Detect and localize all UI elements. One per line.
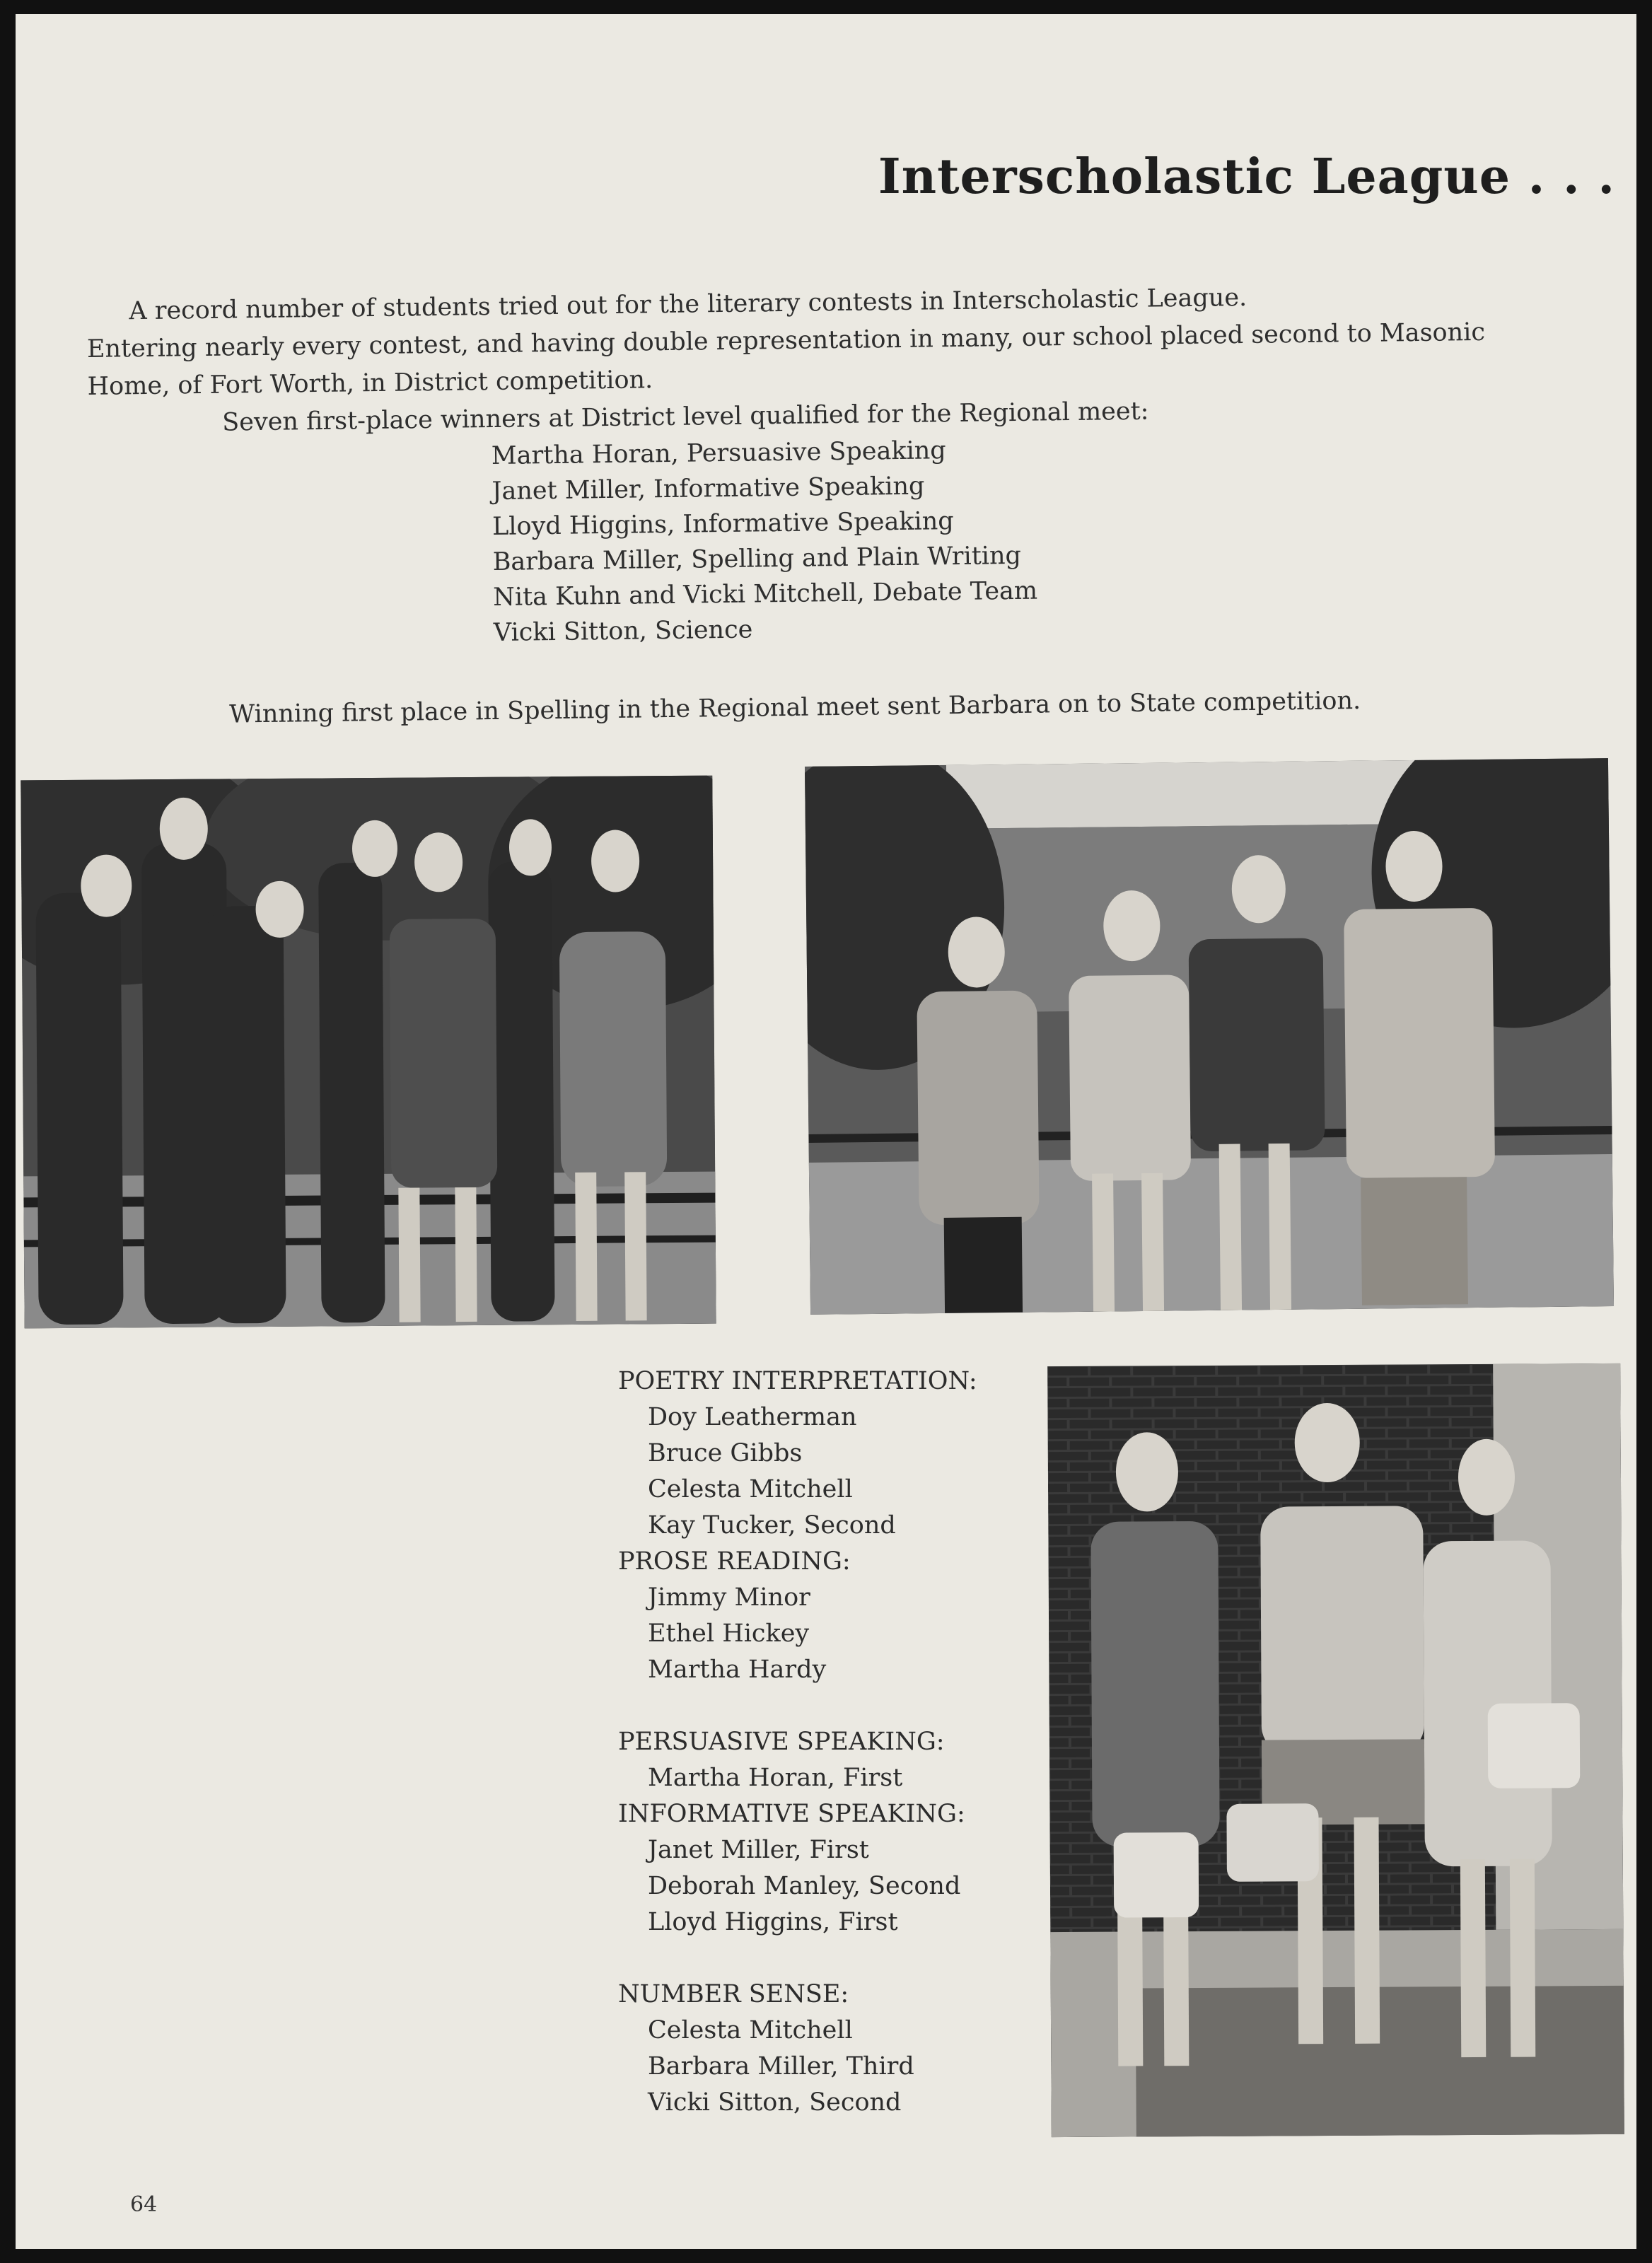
result-entry: Martha Hardy — [648, 1656, 827, 1684]
contest-results — [618, 1363, 1014, 2121]
result-entry: Ethel Hickey — [648, 1619, 810, 1648]
result-entry: Jimmy Minor — [648, 1583, 810, 1612]
intro-line: Seven first-place winners at District level qualified for the Regional meet: — [222, 397, 1149, 437]
page-title: Interscholastic League . . . — [878, 149, 1615, 205]
intro-line: A record number of students tried out for the literary contests in Interscholastic League. — [129, 283, 1247, 326]
winner-item: Nita Kuhn and Vicki Mitchell, Debate Team — [493, 576, 1038, 612]
result-entry: Deborah Manley, Second — [648, 1872, 961, 1900]
photo-three-girls-brick-wall — [1047, 1363, 1624, 2137]
winner-item: Janet Miller, Informative Speaking — [491, 472, 925, 506]
section-heading: PROSE READING: — [618, 1547, 851, 1576]
winner-item: Lloyd Higgins, Informative Speaking — [491, 507, 954, 542]
section-heading: POETRY INTERPRETATION: — [618, 1367, 977, 1395]
section-heading: INFORMATIVE SPEAKING: — [618, 1800, 965, 1828]
result-entry: Barbara Miller, Third — [648, 2052, 914, 2081]
group-photo-seven-students — [21, 776, 716, 1329]
winner-item: Vicki Sitton, Science — [493, 615, 753, 647]
result-entry: Lloyd Higgins, First — [648, 1908, 898, 1936]
result-entry: Vicki Sitton, Second — [648, 2088, 902, 2117]
yearbook-page — [16, 14, 1636, 2249]
result-entry: Kay Tucker, Second — [648, 1511, 896, 1540]
result-entry: Bruce Gibbs — [648, 1439, 803, 1467]
group-photo-four-students — [805, 758, 1614, 1315]
result-entry: Celesta Mitchell — [648, 2016, 853, 2044]
intro-line: Entering nearly every contest, and having double representation in many, our school placed second to Masonic — [86, 318, 1486, 363]
result-entry: Doy Leatherman — [648, 1403, 857, 1431]
winners-list — [88, 426, 1548, 656]
page-number: 64 — [130, 2192, 158, 2217]
winner-item: Barbara Miller, Spelling and Plain Writing — [492, 541, 1022, 577]
intro-text — [86, 276, 1548, 735]
result-entry: Martha Horan, First — [648, 1764, 903, 1792]
winner-item: Martha Horan, Persuasive Speaking — [491, 436, 946, 471]
closing-line: Winning first place in Spelling in the Regional meet sent Barbara on to State competition. — [229, 687, 1361, 729]
section-heading: PERSUASIVE SPEAKING: — [618, 1728, 945, 1756]
intro-line: Home, of Fort Worth, in District competition. — [87, 366, 653, 401]
result-entry: Janet Miller, First — [648, 1836, 869, 1864]
result-entry: Celesta Mitchell — [648, 1475, 853, 1503]
section-heading: NUMBER SENSE: — [618, 1980, 849, 2008]
